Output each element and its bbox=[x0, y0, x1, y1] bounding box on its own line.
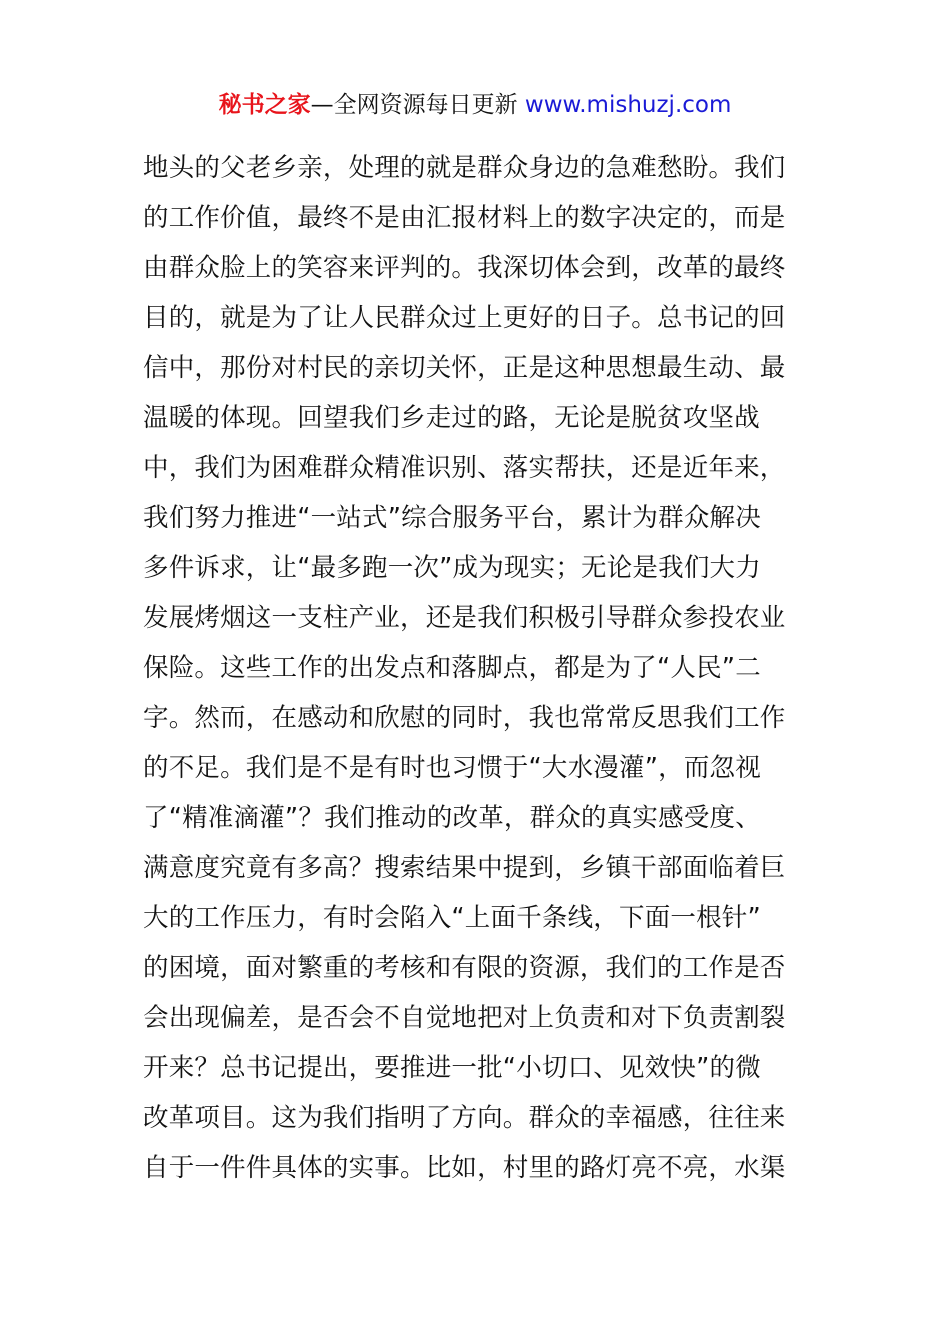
text-line: 改革项目。这为我们指明了方向。群众的幸福感，往往来 bbox=[143, 1103, 786, 1133]
body-text bbox=[143, 143, 813, 1193]
text-line: 会出现偏差，是否会不自觉地把对上负责和对下负责割裂 bbox=[143, 1003, 786, 1033]
text-line: 字。然而，在感动和欣慰的同时，我也常常反思我们工作 bbox=[143, 703, 786, 733]
brand-name: 秘书之家 bbox=[218, 92, 311, 118]
text-line: 大的工作压力，有时会陷入“上面千条线，下面一根针” bbox=[143, 903, 761, 933]
text-line: 我们努力推进“一站式”综合服务平台，累计为群众解决 bbox=[143, 503, 761, 533]
text-line: 目的，就是为了让人民群众过上更好的日子。总书记的回 bbox=[143, 303, 786, 333]
text-line: 中，我们为困难群众精准识别、落实帮扶，还是近年来， bbox=[143, 453, 786, 483]
text-line: 由群众脸上的笑容来评判的。我深切体会到，改革的最终 bbox=[143, 253, 786, 283]
text-line: 满意度究竟有多高？搜索结果中提到，乡镇干部面临着巨 bbox=[143, 853, 786, 883]
text-line: 的困境，面对繁重的考核和有限的资源，我们的工作是否 bbox=[143, 953, 786, 983]
text-line: 温暖的体现。回望我们乡走过的路，无论是脱贫攻坚战 bbox=[143, 403, 760, 433]
text-line: 发展烤烟这一支柱产业，还是我们积极引导群众参投农业 bbox=[143, 603, 786, 633]
text-line: 的工作价值，最终不是由汇报材料上的数字决定的，而是 bbox=[143, 203, 786, 233]
text-line: 的不足。我们是不是有时也习惯于“大水漫灌”，而忽视 bbox=[143, 753, 761, 783]
text-line: 信中，那份对村民的亲切关怀，正是这种思想最生动、最 bbox=[143, 353, 786, 383]
text-line: 保险。这些工作的出发点和落脚点，都是为了“人民”二 bbox=[143, 653, 761, 683]
site-url-link[interactable]: www.mishuzj.com bbox=[524, 92, 732, 118]
text-line: 自于一件件具体的实事。比如，村里的路灯亮不亮，水渠 bbox=[143, 1153, 786, 1183]
page-header bbox=[0, 88, 950, 122]
text-line: 了“精准滴灌”？我们推动的改革，群众的真实感受度、 bbox=[143, 803, 761, 833]
header-tagline: —全网资源每日更新 bbox=[310, 92, 525, 118]
text-line: 开来？总书记提出，要推进一批“小切口、见效快”的微 bbox=[143, 1053, 761, 1083]
text-line: 地头的父老乡亲，处理的就是群众身边的急难愁盼。我们 bbox=[143, 153, 786, 183]
text-line: 多件诉求，让“最多跑一次”成为现实；无论是我们大力 bbox=[143, 553, 761, 583]
